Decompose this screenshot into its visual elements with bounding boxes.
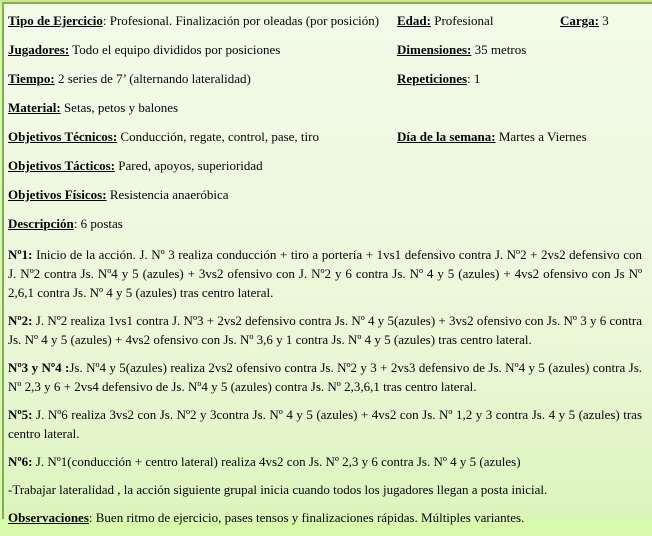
paragraph-lead-n2: Nº2:: [8, 313, 33, 328]
paragraph-text-n1: Inicio de la acción. J. Nº 3 realiza conducción + tiro a portería + 1vs1 defensivo contra J. Nº2 + 2vs2 defensivo con J. Nº2 contra Js. Nº4 y 5 (azules) + 3vs2 ofensivo con J. Nº2 y 6 contra Js. Nº 4 y 5 (azules) + 4vs2 ofensivo con Js Nº 2,6,1 contra Js. Nº 4 y 5 (azules) tras centro lateral.: [8, 247, 642, 300]
info-row-tipo: [8, 13, 642, 29]
field-value-repeticiones: 1: [473, 71, 481, 86]
description-paragraph-n6: [8, 452, 642, 471]
field-value-material: Setas, petos y balones: [63, 100, 179, 115]
info-row-descripcion: [8, 216, 642, 232]
field-value-tipo-de-ejercicio: Profesional. Finalización por oleadas (por posición): [109, 13, 380, 28]
paragraph-lead-n3-n4: Nº3 y Nº4 :: [8, 360, 70, 375]
field-value-descripcion: 6 postas: [80, 216, 123, 231]
field-dia-semana: [397, 129, 587, 145]
info-row-objetivos-tecnicos: [8, 129, 642, 145]
description-paragraph-n1: [8, 245, 642, 302]
field-value-jugadores: Todo el equipo divididos por posiciones: [72, 42, 281, 57]
description-paragraph-n5: [8, 405, 642, 443]
info-row-material: [8, 100, 642, 116]
note-line: [8, 480, 642, 499]
paragraph-text-n5: J. Nº6 realiza 3vs2 con Js. Nº2 y 3contra Js. Nº 4 y 5 (azules) + 4vs2 con Js. Nº 1,2 y 3 contra Js. 4 y 5 (azules) tras centro lateral.: [8, 407, 642, 441]
observations-line: [8, 508, 642, 527]
field-label-objetivos-fisicos: Objetivos Físicos:: [8, 187, 107, 202]
field-value-tiempo: 2 series de 7’ (alternando lateralidad): [57, 71, 251, 86]
field-repeticiones: [397, 71, 480, 87]
field-edad: [397, 13, 493, 29]
field-value-objetivos-tecnicos: Conducción, regate, control, pase, tiro: [120, 129, 319, 144]
field-value-observaciones: Buen ritmo de ejercicio, pases tensos y finalizaciones rápidas. Múltiples variantes.: [95, 510, 525, 525]
field-label-jugadores: Jugadores:: [8, 42, 70, 57]
field-value-dimensiones: 35 metros: [474, 42, 527, 57]
paragraph-text-n3-n4: Js. Nº4 y 5(azules) realiza 2vs2 ofensivo contra Js. Nº2 y 3 + 2vs3 defensivo de Js. Nº4 y 5 (azules) contra Js. Nº 2,3 y 6 + 2vs4 defensivo de Js. Nº4 y 5 (azules) contra Js. Nº 2,3,6,1 tras centro lateral.: [8, 360, 643, 394]
field-label-edad: Edad:: [397, 13, 431, 28]
field-label-carga: Carga:: [560, 13, 599, 28]
field-sep: :: [73, 216, 81, 231]
info-row-jugadores: [8, 42, 642, 58]
paragraph-lead-n1: Nº1:: [8, 247, 33, 262]
field-dimensiones: [397, 42, 526, 58]
field-label-tipo-de-ejercicio: Tipo de Ejercicio: [8, 13, 103, 28]
field-label-descripcion: Descripción: [8, 216, 74, 231]
field-label-observaciones: Observaciones: [8, 510, 89, 525]
field-label-repeticiones: Repeticiones: [397, 71, 468, 86]
info-row-tiempo: [8, 71, 642, 87]
field-value-carga: 3: [602, 13, 609, 28]
description-paragraph-n3-n4: [8, 358, 642, 396]
field-label-dimensiones: Dimensiones:: [397, 42, 472, 57]
field-carga: [560, 13, 609, 29]
field-value-edad: Profesional: [434, 13, 494, 28]
field-label-tiempo: Tiempo:: [8, 71, 55, 86]
field-value-dia-semana: Martes a Viernes: [498, 129, 587, 144]
description-paragraph-n2: [8, 311, 642, 349]
paragraph-text-n2: J. Nº2 realiza 1vs1 contra J. Nº3 + 2vs2 defensivo contra Js. Nº 4 y 5(azules) + 3vs2 ofensivo con Js. Nº 3 y 6 contra Js. Nº 4 y 5 (azules) + 4vs2 ofensivo con Js. Nº 3,6 y 1 contra Js. Nº 4 y 5 (azules) tras centro lateral.: [8, 313, 642, 347]
field-sep: :: [88, 510, 96, 525]
info-row-objetivos-tacticos: [8, 158, 642, 174]
paragraph-text-n6: J. Nº1(conducción + centro lateral) realiza 4vs2 con Js. Nº 2,3 y 6 contra Js. Nº 4 y 5 (azules): [32, 454, 521, 469]
note-text: -Trabajar lateralidad , la acción siguiente grupal inicia cuando todos los jugadores llegan a posta inicial.: [8, 482, 548, 497]
exercise-sheet-panel: [2, 2, 652, 525]
field-label-material: Material:: [8, 100, 61, 115]
field-label-objetivos-tacticos: Objetivos Tácticos:: [8, 158, 115, 173]
field-label-objetivos-tecnicos: Objetivos Técnicos:: [8, 129, 118, 144]
info-row-objetivos-fisicos: [8, 187, 642, 203]
paragraph-lead-n6: Nº6:: [8, 454, 33, 469]
field-sep: :: [102, 13, 110, 28]
field-sep: :: [467, 71, 474, 86]
paragraph-lead-n5: Nº5:: [8, 407, 33, 422]
field-value-objetivos-tacticos: Pared, apoyos, superioridad: [118, 158, 263, 173]
field-value-objetivos-fisicos: Resistencia anaeróbica: [109, 187, 229, 202]
field-label-dia-semana: Día de la semana:: [397, 129, 496, 144]
